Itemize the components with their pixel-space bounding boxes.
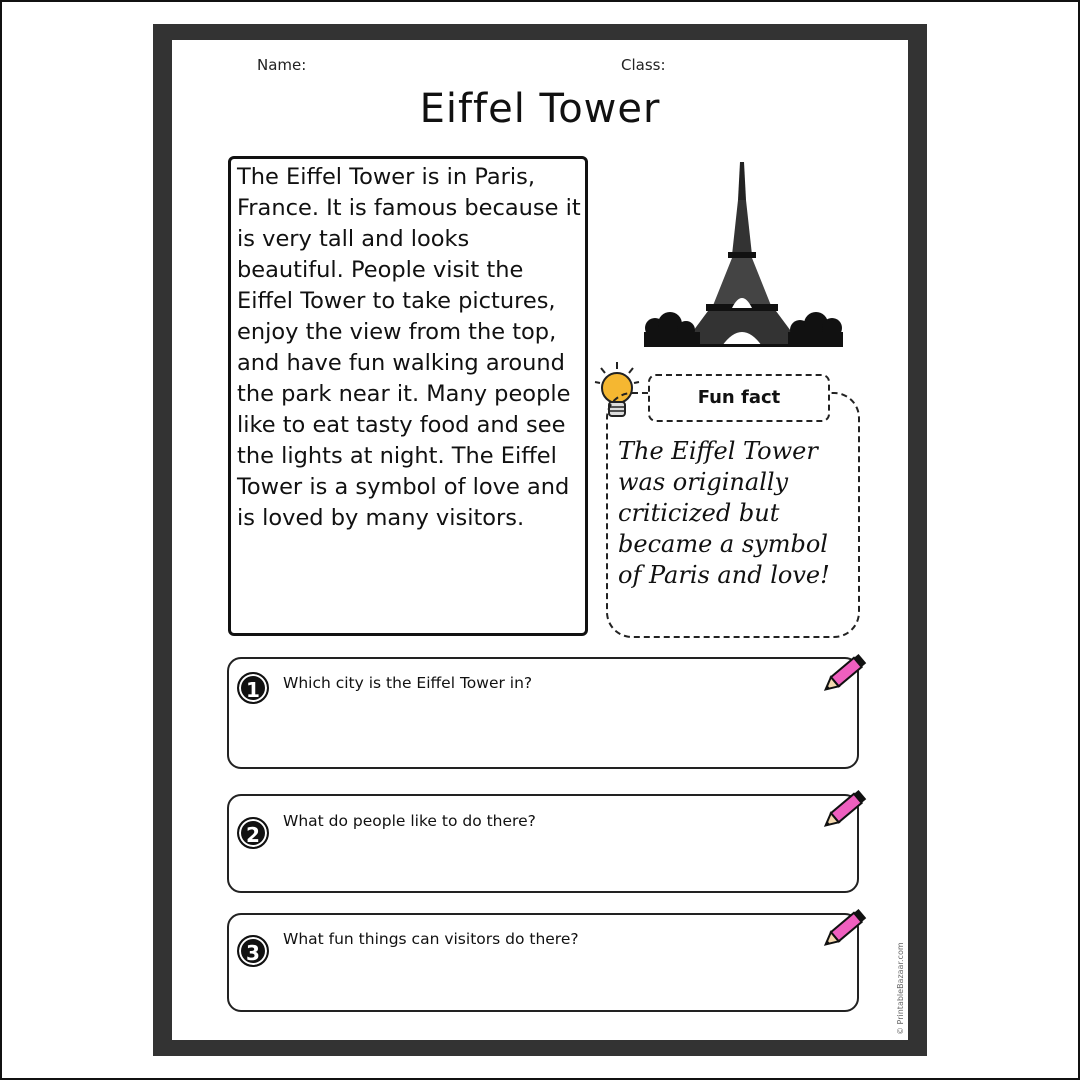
pencil-icon — [818, 905, 870, 953]
reading-passage: The Eiffel Tower is in Paris, France. It is famous because it is very tall and looks beautiful. People visit the Eiffel Tower to take pictures, enjoy the view from the top, and have fun walking around the park near it. Many people like to eat tasty food and see the lights at night. The Eiffel Tower is a symbol of love and is loved by many visitors. — [237, 164, 581, 531]
class-label: Class: — [621, 56, 666, 74]
answer-box-3[interactable] — [227, 913, 859, 1012]
pencil-icon — [818, 786, 870, 834]
fun-fact-title: Fun fact — [648, 374, 830, 422]
page-title: Eiffel Tower — [419, 86, 661, 132]
question-text-1: Which city is the Eiffel Tower in? — [283, 674, 533, 692]
answer-box-2[interactable] — [227, 794, 859, 893]
question-number-3: 3 — [237, 935, 269, 967]
eiffel-tower-illustration — [640, 160, 845, 350]
question-text-2: What do people like to do there? — [283, 812, 536, 830]
credit-watermark — [896, 940, 910, 1035]
question-number-2: 2 — [237, 817, 269, 849]
name-label: Name: — [257, 56, 307, 74]
question-text-3: What fun things can visitors do there? — [283, 930, 579, 948]
pencil-icon — [818, 650, 870, 698]
question-number-1: 1 — [237, 672, 269, 704]
fun-fact-text: The Eiffel Tower was originally criticized but became a symbol of Paris and love! — [618, 437, 830, 589]
credit-text: © PrintableBazaar.com — [896, 942, 905, 1035]
